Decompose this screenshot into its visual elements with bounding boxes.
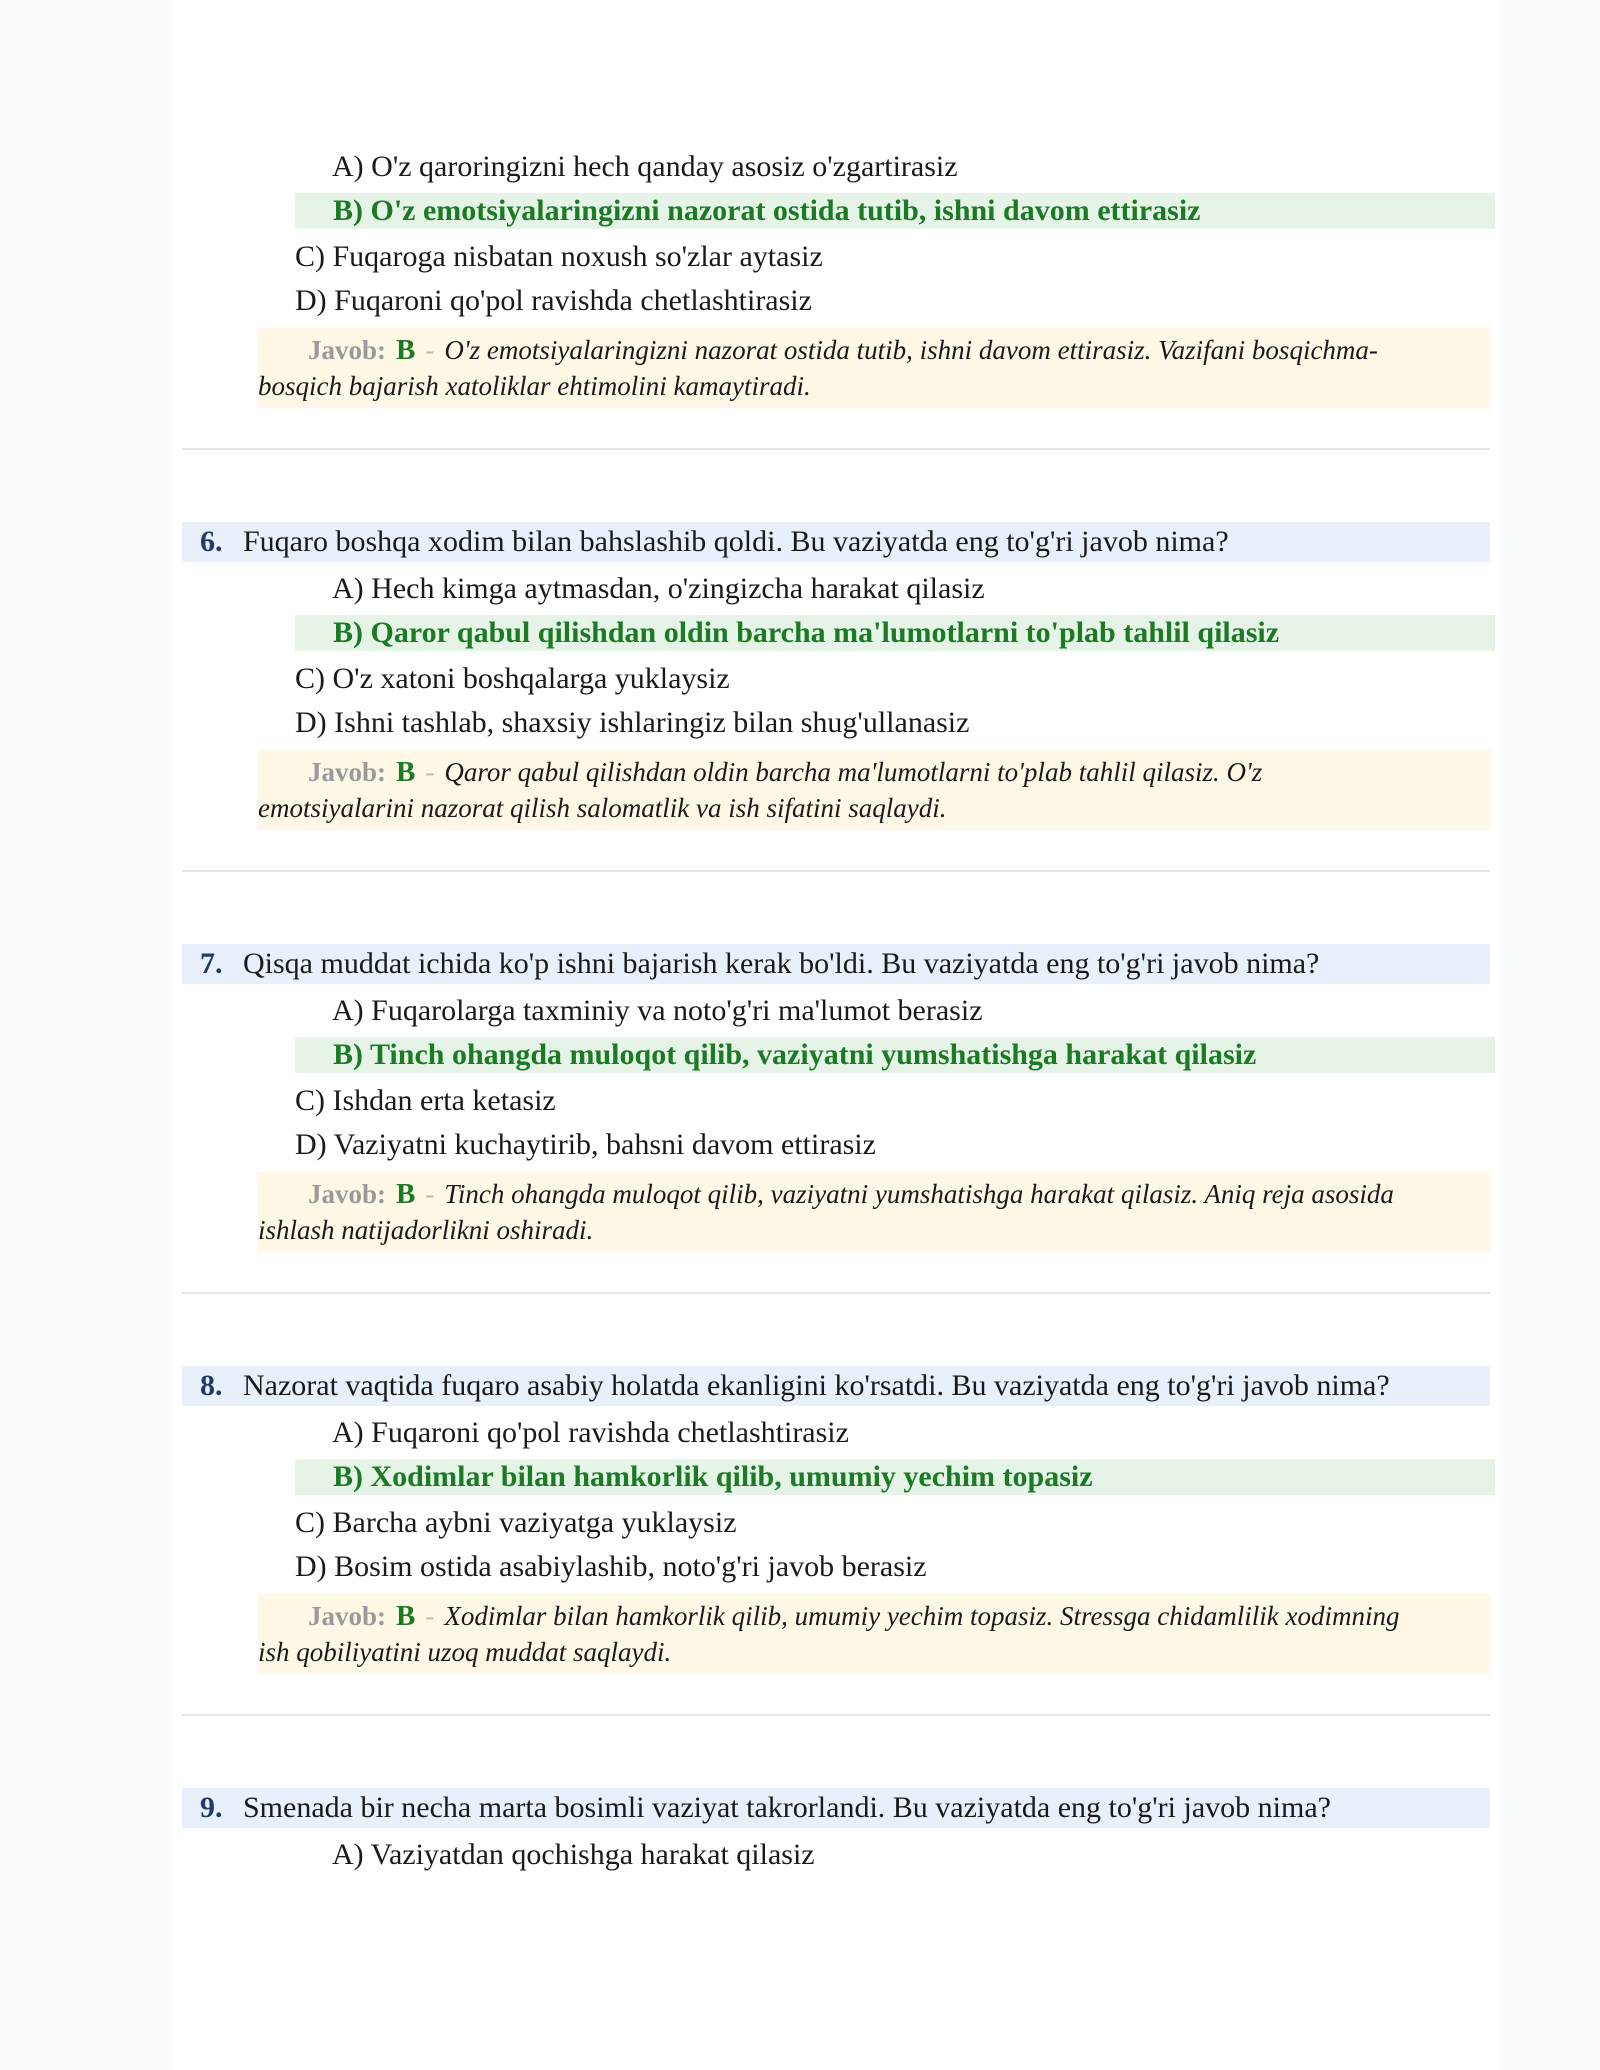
option-d: D) Bosim ostida asabiylashib, noto'g'ri javob berasiz (295, 1550, 927, 1583)
question-header (182, 522, 1490, 562)
answer-explanation (258, 1594, 1490, 1674)
answer-dash: - (425, 757, 435, 787)
option-d: D) Vaziyatni kuchaytirib, bahsni davom ettirasiz (295, 1128, 876, 1161)
answer-dash: - (425, 1179, 435, 1209)
option-a: A) Fuqarolarga taxminiy va noto'g'ri ma'lumot berasiz (332, 994, 983, 1027)
question-header (182, 1366, 1490, 1406)
option-b-correct: B) O'z emotsiyalaringizni nazorat ostida tutib, ishni davom ettirasiz (295, 193, 1495, 229)
answer-explanation (258, 750, 1490, 830)
question-text: Qisqa muddat ichida ko'p ishni bajarish kerak bo'ldi. Bu vaziyatda eng to'g'ri javob nima? (243, 947, 1320, 980)
answer-label: Javob: (308, 1179, 387, 1209)
question-number: 8. (200, 1369, 223, 1402)
question-number: 7. (200, 947, 223, 980)
answer-letter: B (396, 334, 416, 366)
question-divider (182, 870, 1490, 872)
explanation-text: O'z emotsiyalaringizni nazorat ostida tutib, ishni davom ettirasiz. Vazifani bosqichma- (444, 335, 1378, 365)
option-a: A) Fuqaroni qo'pol ravishda chetlashtirasiz (332, 1416, 849, 1449)
question-divider (182, 1292, 1490, 1294)
explanation-text: Xodimlar bilan hamkorlik qilib, umumiy yechim topasiz. Stressga chidamlilik xodimning (444, 1601, 1400, 1631)
option-b-correct: B) Tinch ohangda muloqot qilib, vaziyatni yumshatishga harakat qilasiz (295, 1037, 1495, 1073)
answer-dash: - (425, 1601, 435, 1631)
answer-letter: B (396, 1600, 416, 1632)
answer-label: Javob: (308, 335, 387, 365)
option-d: D) Fuqaroni qo'pol ravishda chetlashtirasiz (295, 284, 812, 317)
option-a: A) O'z qaroringizni hech qanday asosiz o'zgartirasiz (332, 150, 958, 183)
question-number: 9. (200, 1791, 223, 1824)
page-margin-right (1500, 0, 1600, 2070)
explanation-text-continued: ishlash natijadorlikni oshiradi. (258, 1215, 594, 1245)
question-header (182, 944, 1490, 984)
option-c: C) Fuqaroga nisbatan noxush so'zlar aytasiz (295, 240, 823, 273)
option-b-correct: B) Qaror qabul qilishdan oldin barcha ma'lumotlarni to'plab tahlil qilasiz (295, 615, 1495, 651)
option-c: C) Ishdan erta ketasiz (295, 1084, 556, 1117)
question-number: 6. (200, 525, 223, 558)
question-divider (182, 448, 1490, 450)
option-b-correct: B) Xodimlar bilan hamkorlik qilib, umumiy yechim topasiz (295, 1459, 1495, 1495)
option-c: C) O'z xatoni boshqalarga yuklaysiz (295, 662, 730, 695)
answer-label: Javob: (308, 1601, 387, 1631)
explanation-text: Tinch ohangda muloqot qilib, vaziyatni yumshatishga harakat qilasiz. Aniq reja asosida (444, 1179, 1394, 1209)
explanation-text: Qaror qabul qilishdan oldin barcha ma'lumotlarni to'plab tahlil qilasiz. O'z (444, 757, 1263, 787)
answer-explanation (258, 328, 1490, 408)
question-header (182, 1788, 1490, 1828)
explanation-text-continued: bosqich bajarish xatoliklar ehtimolini kamaytiradi. (258, 371, 811, 401)
question-divider (182, 1714, 1490, 1716)
answer-explanation (258, 1172, 1490, 1252)
page-margin-left (0, 0, 172, 2070)
option-a: A) Vaziyatdan qochishga harakat qilasiz (332, 1838, 815, 1871)
answer-dash: - (425, 335, 435, 365)
option-a: A) Hech kimga aytmasdan, o'zingizcha harakat qilasiz (332, 572, 985, 605)
question-text: Fuqaro boshqa xodim bilan bahslashib qoldi. Bu vaziyatda eng to'g'ri javob nima? (243, 525, 1229, 558)
explanation-text-continued: emotsiyalarini nazorat qilish salomatlik va ish sifatini saqlaydi. (258, 793, 947, 823)
explanation-text-continued: ish qobiliyatini uzoq muddat saqlaydi. (258, 1637, 672, 1667)
question-text: Smenada bir necha marta bosimli vaziyat takrorlandi. Bu vaziyatda eng to'g'ri javob nima? (243, 1791, 1331, 1824)
question-text: Nazorat vaqtida fuqaro asabiy holatda ekanligini ko'rsatdi. Bu vaziyatda eng to'g'ri javob nima? (243, 1369, 1390, 1402)
answer-letter: B (396, 1178, 416, 1210)
answer-label: Javob: (308, 757, 387, 787)
option-c: C) Barcha aybni vaziyatga yuklaysiz (295, 1506, 737, 1539)
answer-letter: B (396, 756, 416, 788)
option-d: D) Ishni tashlab, shaxsiy ishlaringiz bilan shug'ullanasiz (295, 706, 970, 739)
